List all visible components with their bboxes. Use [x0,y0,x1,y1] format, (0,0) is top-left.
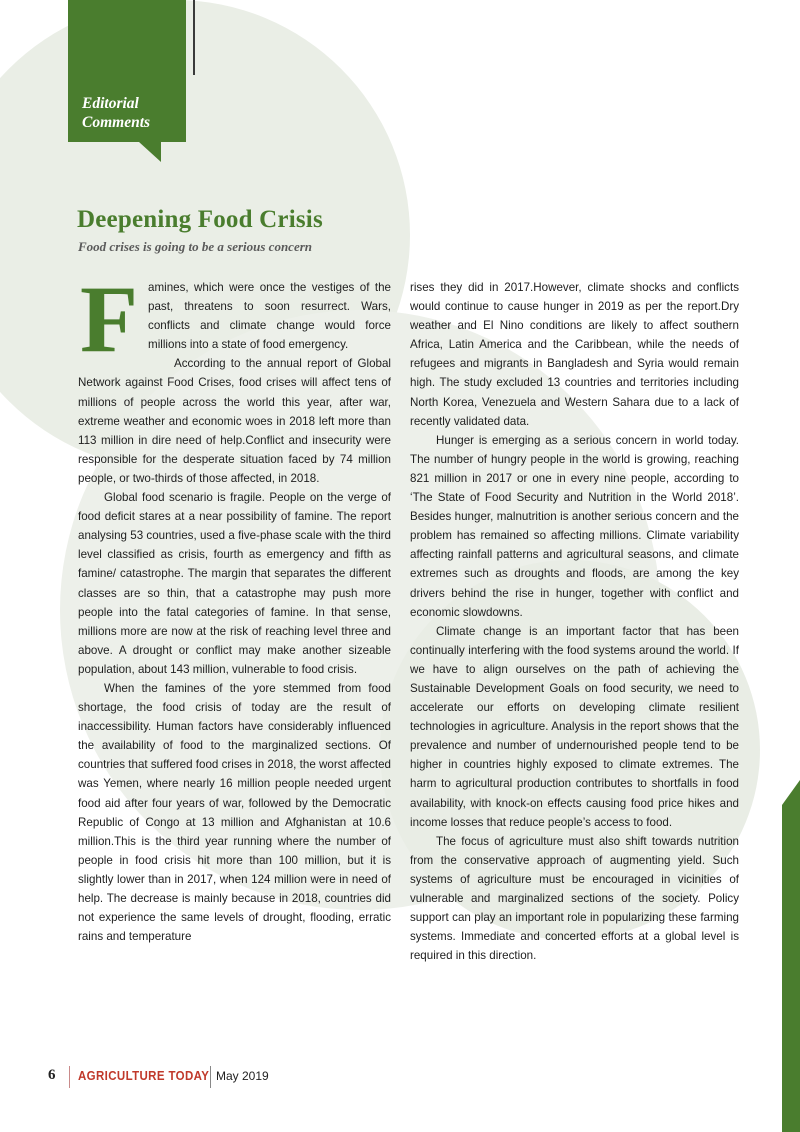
footer-divider-2 [210,1066,211,1088]
article-paragraph-5: Hunger is emerging as a serious concern in world today. The number of hungry people in the world is growing, reaching 821 million in 2017 or one in every nine people, according to ‘The State of Food Security and Nutrition in the World 2018’. Besides hunger, malnutrition is another serious concern and the problem has remained so affecting millions. Climate variability affecting rainfall patterns and agricultural seasons, and climate extremes such as droughts and floods, are among the key drivers behind the rise in hunger, together with conflict and economic slowdowns. [410,433,739,619]
article-title: Deepening Food Crisis [77,206,323,233]
article-paragraph-1 [78,266,391,372]
article-column-right [410,278,739,965]
article-paragraph-7: The focus of agriculture must also shift towards nutrition from the conservative approach of augmenting yield. Such systems of agriculture must be encouraged in vicinities of vulnerable and marginalized sections of the society. Policy support can play an important role in popularizing these farming systems. Immediate and concerted efforts at a global level is required in this direction. [410,834,739,963]
article-paragraph-4-start: When the famines of the yore stemmed from food shortage, the food crisis of today are the result of inaccessibility. Human factors have considerably influenced the availability of food to the marginalized sections. Of countries that suffered food crises in 2018, the worst affected was Yemen, where nearly 16 million people needed urgent food aid after four years of war, followed by the Democratic Republic of Congo at 13 million and Afghanistan at 10.6 million.This is the third year running where the number of people in food crisis hit more than 100 million, but it is slightly lower than in 2017, when 124 million were in need of help. The decrease is mainly because in 2018, countries did not experience the same levels of drought, flooding, erratic rains and temperature [78,681,391,944]
paragraph-1-text: amines, which were once the vestiges of the past, threatens to soon resurrect. Wars, conflicts and climate change would force millions into a state of food emergency. [148,281,391,352]
top-vertical-rule [193,0,195,75]
article-paragraph-6: Climate change is an important factor that has been continually interfering with the food systems around the world. If we have to align ourselves on the path of achieving the Sustainable Development Goals on food security, we need to accelerate our efforts on developing climate resilient technologies in agriculture. Analysis in the report shows that the prevalence and number of undernourished people tend to be higher in countries highly exposed to climate extremes. The harm to agricultural production contributes to shortfalls in food availability, with knock-on effects causing food price hikes and income losses that reduce people’s access to food. [410,624,739,829]
magazine-name: AGRICULTURE TODAY [78,1069,210,1083]
drop-cap: F [80,266,139,372]
section-tag-line1: Editorial [82,95,139,112]
section-tag-notch [139,142,161,162]
section-tag-line2: Comments [82,114,151,131]
footer-divider-1 [69,1066,70,1088]
section-tag-text [82,94,150,132]
page-number: 6 [48,1067,56,1083]
article-column-left [78,266,391,946]
article-paragraph-4-continued: rises they did in 2017.However, climate shocks and conflicts would continue to cause hunger in 2019 as per the report.Dry weather and El Nino conditions are likely to affect southern Africa, Latin America and the Caribbean, while the needs of refugees and migrants in Bangladesh and Syria would remain high. The study excluded 13 countries and territories including North Korea, Venezuela and Western Sahara due to a lack of recently validated data. [410,281,739,428]
article-subtitle: Food crises is going to be a serious concern [78,239,313,254]
issue-date: May 2019 [216,1069,269,1083]
right-edge-band [782,805,800,1132]
article-paragraph-3: Global food scenario is fragile. People on the verge of food deficit stares at a near possibility of famine. The report analysing 53 countries, used a five-phase scale with the third level classified as crisis, fourth as emergency and fifth as famine/ catastrophe. The margin that separates the different classes are so thin, that a catastrophe may push more people into the fatal categories of famine. In that sense, millions more are now at the risk of reaching level three and above. A drought or conflict may make another sizeable population, about 143 million, vulnerable to food crisis. [78,491,391,676]
right-edge-band-tip [782,780,800,805]
section-tag [68,0,186,142]
article-paragraph-2: According to the annual report of Global Network against Food Crises, food crises will affect tens of millions of people across the world this year, after war, extreme weather and economic woes in 2018 left more than 113 million in dire need of help.Conflict and insecurity were responsible for the desperate situation faced by 74 million people, or two-thirds of those affected, in 2018. [78,357,391,485]
